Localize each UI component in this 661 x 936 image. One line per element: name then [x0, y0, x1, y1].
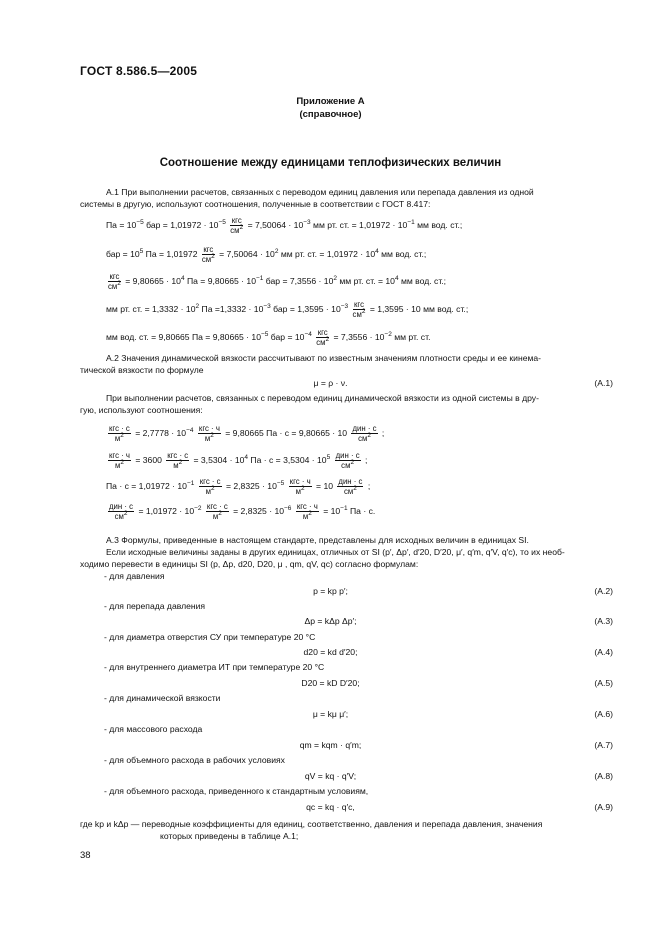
equation-visc-4: $\frac{\text{дин · с}}{см^2}$ = $1,01972 \cdot 10^{-2}$ $\frac{\text{кгс · с}}{м^2}$ = $2,8325 \cdot 10^{-6}$ $\frac{\text{кгс · ч}}{м^2}$ = $10^{-1}$ Па · с.: [109, 502, 376, 521]
equation-bar: бар = $10^5$ Па = 1,01972 $\frac{\text{кгс}}{см^2}$ = $7,50064 \cdot 10^2$ мм рт. ст. = $1,01972 \cdot 10^4$ мм вод. ст.;: [106, 245, 427, 264]
formula-number: (А.6): [594, 709, 613, 719]
formula-number: (А.4): [594, 647, 613, 657]
paragraph-a3-line3: ходимо перевести в единицы SI (p, Δp, d20, D20, μ , qm, qV, qc) согласно формулам:: [80, 559, 419, 569]
equation-visc-1: $\frac{\text{кгс · с}}{м^2}$ = $2,7778 \cdot 10^{-4}$ $\frac{\text{кгс · ч}}{м^2}$ = 9,80665 Па · с = 9,80665 · 10 $\frac{\text{дин · с}}{см^2}$ ;: [109, 424, 385, 443]
formula-number-a1: (А.1): [594, 378, 613, 388]
equation-visc-3: Па · $с = 1,01972 \cdot 10^{-1}$ $\frac{\text{кгс · с}}{м^2}$ = $2,8325 \cdot 10^{-5}$ $\frac{\text{кгс · ч}}{м^2}$ = 10 $\frac{\text{дин · с}}{см^2}$ ;: [106, 477, 371, 496]
formula-a7: qm = kqm · q′m;: [299, 740, 362, 750]
list-item-label: - для внутреннего диаметра ИТ при температуре 20 °С: [104, 662, 325, 672]
where-clause-line1: где kp и kΔp — переводные коэффициенты для единиц, соответственно, давления и перепада давления, значения: [80, 819, 543, 829]
formula-number: (А.7): [594, 740, 613, 750]
paragraph-a2-line1: А.2 Значения динамической вязкости рассчитывают по известным значениям плотности среды и ее кинема-: [106, 353, 542, 363]
formula-a9: qc = kq · q′c,: [306, 802, 355, 812]
paragraph-a3-line1: А.3 Формулы, приведенные в настоящем стандарте, представлены для исходных величин в единицах SI.: [106, 535, 529, 545]
formula-number: (А.3): [594, 616, 613, 626]
list-item-label: - для объемного расхода в рабочих условиях: [104, 755, 285, 765]
formula-number: (А.9): [594, 802, 613, 812]
equation-visc-2: $\frac{\text{кгс · ч}}{м^2}$ = 3600 $\frac{\text{кгс · с}}{м^2}$ = $3,5304 \cdot 10^4$ Па · $с = 3,5304 \cdot 10^5$ $\frac{\text{дин · с}}{см^2}$ ;: [109, 451, 368, 470]
paragraph-a2-line3: При выполнении расчетов, связанных с переводом единиц динамической вязкости из одной системы в дру-: [106, 393, 539, 403]
paragraph-a2-line2: тической вязкости по формуле: [80, 365, 204, 375]
paragraph-a2-line4: гую, используют соотношения:: [80, 405, 203, 415]
list-item-label: - для динамической вязкости: [104, 693, 221, 703]
formula-a1: μ = ρ · ν.: [313, 378, 348, 388]
formula-a4: d20 = kd d′20;: [303, 647, 358, 657]
formula-a3: Δp = kΔp Δp′;: [304, 616, 357, 626]
equation-mmhg: мм рт. ст. = $1,3332 \cdot 10^2$ Па $=1,3332 \cdot 10^{-3}$ бар = $1,3595 \cdot 10^{-3}$ $\frac{\text{кгс}}{см^2}$ = 1,3595 · 10 мм вод. ст.;: [106, 300, 469, 319]
equation-kgf: $\frac{\text{кгс}}{см^2}$ = $9,80665 \cdot 10^4$ Па = $9,80665 \cdot 10^{-1}$ бар = $7,3556 \cdot 10^2$ мм рт. ст. = $10^4$ мм вод. ст.;: [108, 272, 447, 291]
formula-a6: μ = kμ μ′;: [312, 709, 349, 719]
paragraph-a1-line1: А.1 При выполнении расчетов, связанных с переводом единиц давления или перепада давления из одной: [106, 187, 534, 197]
appendix-kind: (справочное): [299, 109, 362, 120]
formula-a8: qV = kq · q′V;: [304, 771, 357, 781]
formula-number: (А.8): [594, 771, 613, 781]
formula-number: (А.5): [594, 678, 613, 688]
list-item-label: - для объемного расхода, приведенного к стандартным условиям,: [104, 786, 369, 796]
equation-pa: Па = $10^{-5}$ бар = $1,01972 \cdot 10^{-5}$ $\frac{\text{кгс}}{см^2}$ = $7,50064 \cdot 10^{-3}$ мм рт. ст. = $1,01972 \cdot 10^{-1}$ мм вод. ст.;: [106, 216, 463, 235]
list-item-label: - для перепада давления: [104, 601, 206, 611]
formula-a2: p = kp p′;: [313, 586, 348, 596]
section-title: Соотношение между единицами теплофизических величин: [159, 157, 502, 169]
equation-mmh2o: мм вод. ст. = 9,80665 Па = $9,80665 \cdot 10^{-5}$ бар = $10^{-4}$ $\frac{\text{кгс}}{см^2}$ = $7,3556 \cdot 10^{-2}$ мм рт. ст.: [106, 328, 431, 347]
paragraph-a1-line2: системы в другую, используют соотношения, полученные в соответствии с ГОСТ 8.417:: [80, 199, 431, 209]
formula-a5: D20 = kD D′20;: [301, 678, 360, 688]
list-item-label: - для давления: [104, 571, 165, 581]
list-item-label: - для диаметра отверстия СУ при температуре 20 °С: [104, 632, 316, 642]
document-code: ГОСТ 8.586.5—2005: [80, 64, 198, 78]
where-clause-line2: которых приведены в таблице А.1;: [160, 831, 299, 841]
list-item-label: - для массового расхода: [104, 724, 203, 734]
appendix-label: Приложение А: [296, 96, 365, 107]
page-number: 38: [80, 850, 91, 861]
paragraph-a3-line2: Если исходные величины заданы в других единицах, отличных от SI (p′, Δp′, d′20, D′20, μ′, q′m, q′V, q′c), то их необ-: [106, 547, 565, 557]
formula-number: (А.2): [594, 586, 613, 596]
